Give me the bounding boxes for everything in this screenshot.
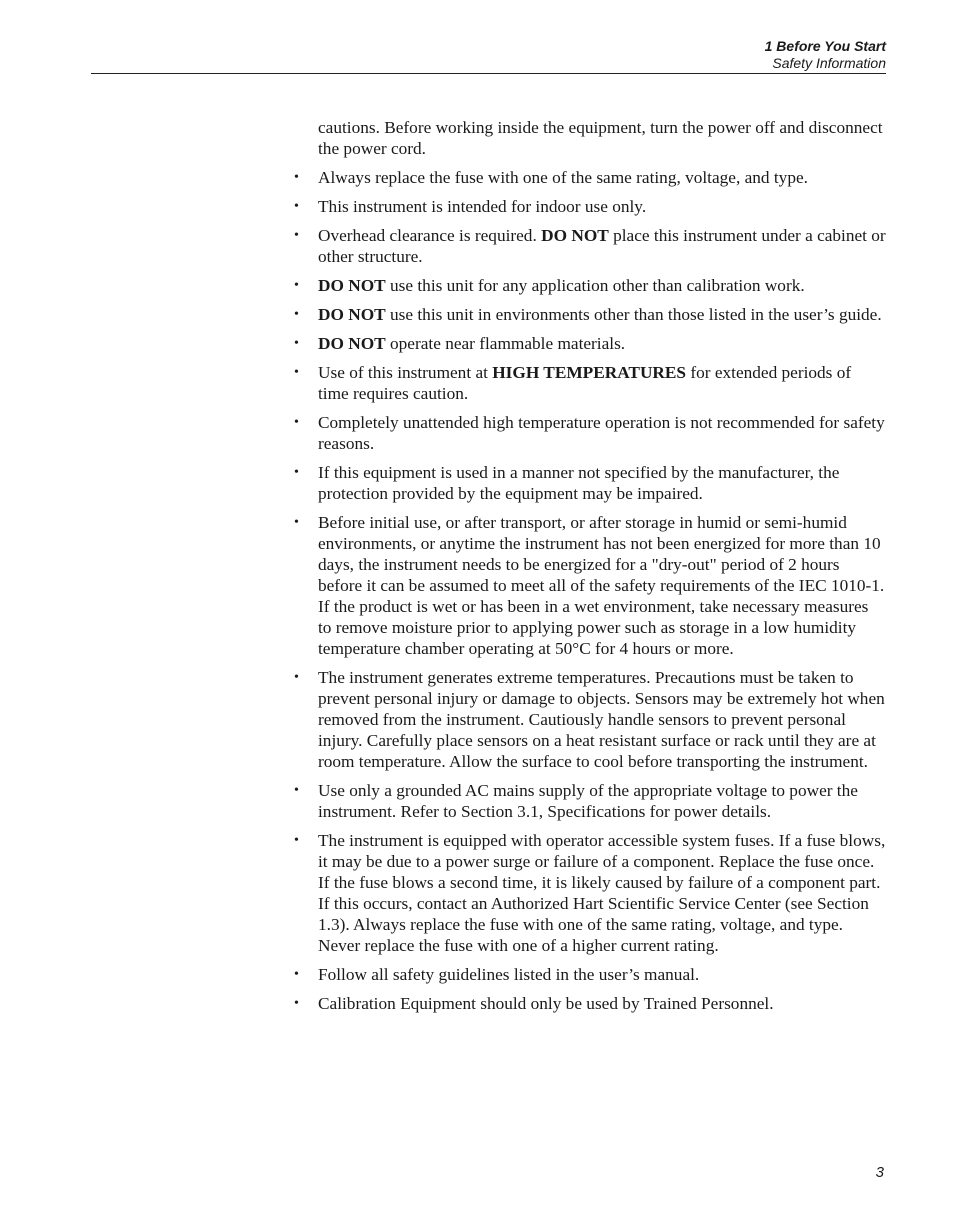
- bullet-icon: •: [294, 278, 299, 293]
- bullet-icon: •: [294, 783, 299, 798]
- list-item: • The instrument is equipped with operator accessible system fuses. If a fuse blows, it may be due to a power surge or failure of a component. Replace the fuse once. If the fuse blows a second time, it is likely caused by failure of a component part. If this occurs, contact an Authorized Hart Scientific Service Center (see Section 1.3). Always replace the fuse with one of the same rating, voltage, and type. Never replace the fuse with one of a higher current rating.: [294, 831, 886, 955]
- list-item: • Always replace the fuse with one of the same rating, voltage, and type.: [294, 168, 808, 187]
- safety-bullet-list: [294, 167, 886, 1014]
- bullet-icon: •: [294, 670, 299, 685]
- safety-text-body: [294, 117, 886, 1022]
- list-item: • DO NOT operate near flammable materials.: [294, 334, 626, 353]
- list-item: • Before initial use, or after transport, or after storage in humid or semi-humid environments, or anytime the instrument has not been energized for more than 10 days, the instrument needs to be energized for a "dry-out" period of 2 hours before it can be assumed to meet all of the safety requirements of the IEC 1010-1. If the product is wet or has been in a wet environment, take necessary measures to remove moisture prior to applying power such as storage in a low humidity temperature chamber operating at 50°C for 4 hours or more.: [294, 513, 885, 658]
- list-item: • Use only a grounded AC mains supply of the appropriate voltage to power the instrument. Refer to Section 3.1, Specifications for power details.: [294, 781, 858, 821]
- emphasis: DO NOT: [318, 334, 386, 353]
- emphasis: DO NOT: [318, 305, 386, 324]
- continued-paragraph: cautions. Before working inside the equipment, turn the power off and disconnect the power cord.: [318, 118, 883, 158]
- bullet-icon: •: [294, 996, 299, 1011]
- running-header: [765, 38, 886, 72]
- list-item: • Follow all safety guidelines listed in the user’s manual.: [294, 965, 700, 984]
- bullet-icon: •: [294, 967, 299, 982]
- bullet-icon: •: [294, 170, 299, 185]
- emphasis: HIGH TEMPERATURES: [492, 363, 687, 382]
- list-item: • Overhead clearance is required. DO NOT place this instrument under a cabinet or other structure.: [294, 226, 886, 266]
- bullet-icon: •: [294, 228, 299, 243]
- emphasis: DO NOT: [541, 226, 609, 245]
- emphasis: DO NOT: [318, 276, 386, 295]
- chapter-title: 1 Before You Start: [764, 38, 886, 54]
- bullet-icon: •: [294, 465, 299, 480]
- list-item: • DO NOT use this unit for any application other than calibration work.: [294, 276, 805, 295]
- bullet-icon: •: [294, 307, 299, 322]
- list-item: • If this equipment is used in a manner not specified by the manufacturer, the protection provided by the equipment may be impaired.: [294, 463, 840, 503]
- bullet-icon: •: [294, 336, 299, 351]
- list-item: • Completely unattended high temperature operation is not recommended for safety reasons.: [294, 413, 885, 453]
- bullet-icon: •: [294, 199, 299, 214]
- bullet-icon: •: [294, 365, 299, 380]
- list-item: • DO NOT use this unit in environments other than those listed in the user’s guide.: [294, 305, 882, 324]
- bullet-icon: •: [294, 415, 299, 430]
- list-item: • Use of this instrument at HIGH TEMPERATURES for extended periods of time requires caution.: [294, 363, 852, 403]
- page-number: 3: [875, 1164, 884, 1181]
- header-divider: [91, 73, 886, 74]
- list-item: • The instrument generates extreme temperatures. Precautions must be taken to prevent personal injury or damage to objects. Sensors may be extremely hot when removed from the instrument. Cautiously handle sensors to prevent personal injury. Carefully place sensors on a heat resistant surface or rack until they are at room temperature. Allow the surface to cool before transporting the instrument.: [294, 668, 885, 771]
- bullet-icon: •: [294, 515, 299, 530]
- section-title: Safety Information: [772, 55, 886, 71]
- list-item: • Calibration Equipment should only be used by Trained Personnel.: [294, 994, 774, 1013]
- list-item: • This instrument is intended for indoor use only.: [294, 197, 647, 216]
- bullet-icon: •: [294, 833, 299, 848]
